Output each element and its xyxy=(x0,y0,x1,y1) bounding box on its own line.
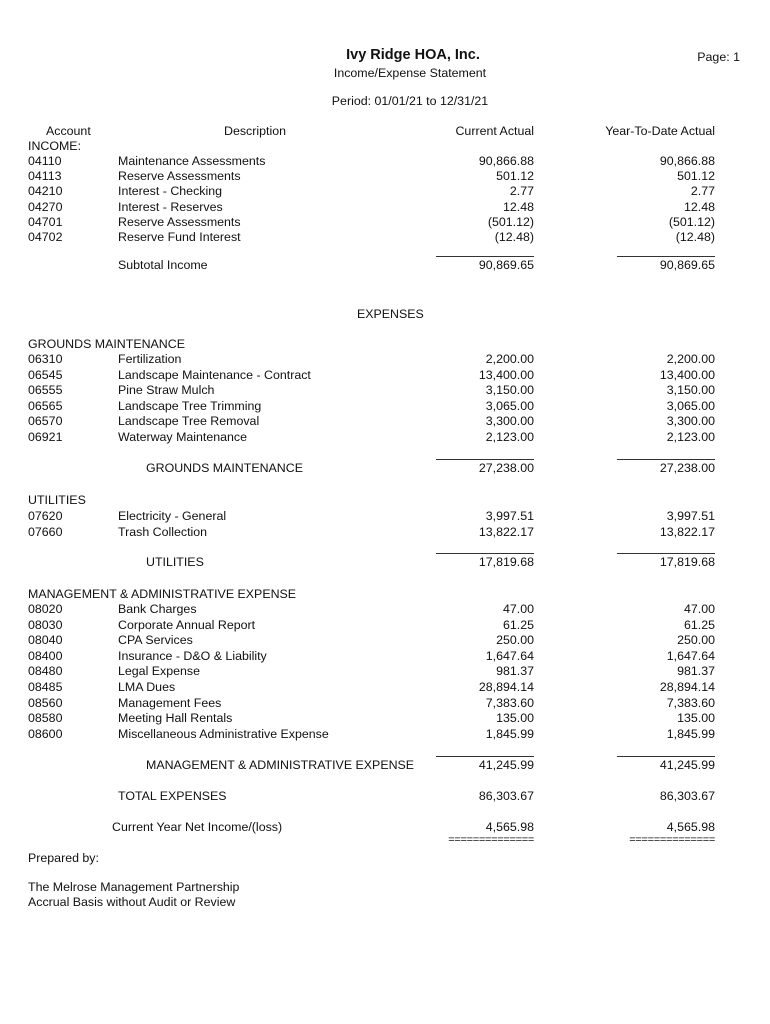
line-description: Interest - Checking xyxy=(118,184,222,199)
current-amount: 3,150.00 xyxy=(485,383,534,398)
section-label-grounds: GROUNDS MAINTENANCE xyxy=(28,337,185,351)
line-description: Electricity - General xyxy=(118,509,227,523)
line-description: CPA Services xyxy=(118,633,193,648)
line-description: Fertilization xyxy=(118,352,182,366)
account-number: 08600 xyxy=(28,726,63,741)
total-expenses-current: 86,303.67 xyxy=(478,789,534,803)
account-number: 06921 xyxy=(28,430,63,444)
account-number: 08580 xyxy=(28,711,63,726)
ytd-amount: 12.48 xyxy=(683,199,715,214)
account-number: 08560 xyxy=(28,695,63,710)
current-amount: 2,200.00 xyxy=(485,352,534,366)
section-label-utilities: UTILITIES xyxy=(28,493,86,507)
basis-note: Accrual Basis without Audit or Review xyxy=(28,895,236,909)
line-description: Miscellaneous Administrative Expense xyxy=(118,726,329,741)
ytd-amount: (12.48) xyxy=(675,230,715,244)
ytd-amount: 28,894.14 xyxy=(659,680,715,694)
current-amount: 2.77 xyxy=(509,184,534,199)
line-description: Landscape Tree Removal xyxy=(118,414,260,429)
account-number: 06570 xyxy=(28,414,63,429)
ytd-amount: 3,065.00 xyxy=(666,398,715,413)
grounds-subtotal-label: GROUNDS MAINTENANCE xyxy=(146,461,303,475)
line-description: Insurance - D&O & Liability xyxy=(118,648,267,663)
ytd-amount: 13,822.17 xyxy=(659,524,715,539)
account-number: 06565 xyxy=(28,398,63,413)
section-label-income: INCOME: xyxy=(28,139,82,153)
line-description: Corporate Annual Report xyxy=(118,617,256,632)
line-description: Bank Charges xyxy=(118,602,197,616)
net-income-current: 4,565.98 xyxy=(485,820,534,834)
company-name: Ivy Ridge HOA, Inc. xyxy=(346,47,480,63)
ytd-amount: 501.12 xyxy=(677,169,715,184)
ytd-amount: 1,647.64 xyxy=(666,648,715,663)
ytd-amount: 135.00 xyxy=(677,711,715,726)
current-amount: 501.12 xyxy=(496,169,534,184)
grounds-subtotal-ytd: 27,238.00 xyxy=(659,461,715,475)
account-number: 08030 xyxy=(28,617,63,632)
account-number: 06555 xyxy=(28,383,63,398)
subtotal-rule xyxy=(617,756,715,757)
ytd-amount: 47.00 xyxy=(683,602,715,616)
current-amount: 135.00 xyxy=(496,711,534,726)
line-description: Legal Expense xyxy=(118,664,200,679)
ytd-amount: 2,200.00 xyxy=(666,352,715,366)
column-header-account: Account xyxy=(46,124,91,138)
current-amount: (12.48) xyxy=(494,230,534,244)
section-label-admin: MANAGEMENT & ADMINISTRATIVE EXPENSE xyxy=(28,587,297,601)
line-description: Pine Straw Mulch xyxy=(118,383,215,398)
current-amount: 1,845.99 xyxy=(485,726,534,741)
ytd-amount: 90,866.88 xyxy=(659,154,715,168)
utilities-subtotal-current: 17,819.68 xyxy=(478,555,534,569)
current-amount: 47.00 xyxy=(502,602,534,616)
preparer-name: The Melrose Management Partnership xyxy=(28,880,240,894)
utilities-subtotal-label: UTILITIES xyxy=(146,555,204,569)
current-amount: 61.25 xyxy=(502,617,534,632)
current-amount: 90,866.88 xyxy=(478,154,534,168)
ytd-amount: 2.77 xyxy=(690,184,715,199)
utilities-subtotal-ytd: 17,819.68 xyxy=(659,555,715,569)
line-description: Maintenance Assessments xyxy=(118,154,266,168)
line-description: Reserve Fund Interest xyxy=(118,230,241,244)
current-amount: 7,383.60 xyxy=(485,695,534,710)
grounds-subtotal-current: 27,238.00 xyxy=(478,461,534,475)
account-number: 04113 xyxy=(28,169,62,184)
current-amount: 2,123.00 xyxy=(485,430,534,444)
account-number: 04270 xyxy=(28,199,63,214)
admin-subtotal-current: 41,245.99 xyxy=(478,758,534,772)
subtotal-rule xyxy=(436,256,534,257)
line-description: Reserve Assessments xyxy=(118,169,241,184)
account-number: 04110 xyxy=(28,154,62,168)
column-header-current: Current Actual xyxy=(455,124,534,138)
income-subtotal-label: Subtotal Income xyxy=(118,258,208,272)
ytd-amount: 7,383.60 xyxy=(666,695,715,710)
ytd-amount: 250.00 xyxy=(677,633,715,648)
ytd-amount: (501.12) xyxy=(668,214,715,229)
admin-subtotal-label: MANAGEMENT & ADMINISTRATIVE EXPENSE xyxy=(146,758,415,772)
account-number: 08400 xyxy=(28,648,63,663)
current-amount: 981.37 xyxy=(496,664,534,679)
report-title: Income/Expense Statement xyxy=(333,66,487,80)
net-income-label: Current Year Net Income/(loss) xyxy=(112,820,283,834)
line-description: Interest - Reserves xyxy=(118,199,223,214)
account-number: 08480 xyxy=(28,664,63,679)
expenses-heading: EXPENSES xyxy=(357,307,424,321)
income-subtotal-current: 90,869.65 xyxy=(478,258,534,272)
double-underline-current: ============== xyxy=(448,834,534,846)
account-number: 04702 xyxy=(28,230,63,244)
ytd-amount: 3,997.51 xyxy=(666,509,715,523)
subtotal-rule xyxy=(436,756,534,757)
subtotal-rule xyxy=(436,459,534,460)
account-number: 06545 xyxy=(28,367,63,382)
account-number: 08020 xyxy=(28,602,63,616)
current-amount: 13,822.17 xyxy=(478,524,534,539)
line-description: Landscape Tree Trimming xyxy=(118,398,262,413)
admin-subtotal-ytd: 41,245.99 xyxy=(659,758,715,772)
subtotal-rule xyxy=(436,553,534,554)
income-subtotal-ytd: 90,869.65 xyxy=(659,258,715,272)
account-number: 04701 xyxy=(28,214,63,229)
current-amount: 3,300.00 xyxy=(485,414,534,429)
total-expenses-label: TOTAL EXPENSES xyxy=(118,789,227,803)
net-income-ytd: 4,565.98 xyxy=(666,820,715,834)
report-period: Period: 01/01/21 to 12/31/21 xyxy=(331,94,489,108)
ytd-amount: 981.37 xyxy=(677,664,715,679)
account-number: 04210 xyxy=(28,184,63,199)
double-underline-ytd: ============== xyxy=(629,834,715,846)
ytd-amount: 2,123.00 xyxy=(666,430,715,444)
line-description: Waterway Maintenance xyxy=(118,430,248,444)
line-description: LMA Dues xyxy=(118,680,176,694)
current-amount: 1,647.64 xyxy=(485,648,534,663)
subtotal-rule xyxy=(617,553,715,554)
ytd-amount: 1,845.99 xyxy=(666,726,715,741)
column-header-ytd: Year-To-Date Actual xyxy=(605,124,715,138)
account-number: 08040 xyxy=(28,633,63,648)
current-amount: 250.00 xyxy=(496,633,534,648)
total-expenses-ytd: 86,303.67 xyxy=(659,789,715,803)
page-number: Page: 1 xyxy=(697,50,740,64)
current-amount: 13,400.00 xyxy=(478,367,534,382)
account-number: 06310 xyxy=(28,352,63,366)
current-amount: 12.48 xyxy=(502,199,534,214)
current-amount: (501.12) xyxy=(487,214,534,229)
line-description: Meeting Hall Rentals xyxy=(118,711,233,726)
ytd-amount: 3,150.00 xyxy=(666,383,715,398)
line-description: Reserve Assessments xyxy=(118,214,241,229)
subtotal-rule xyxy=(617,256,715,257)
account-number: 07620 xyxy=(28,509,63,523)
column-header-description: Description xyxy=(224,124,286,138)
ytd-amount: 61.25 xyxy=(683,617,715,632)
current-amount: 3,997.51 xyxy=(485,509,534,523)
ytd-amount: 13,400.00 xyxy=(659,367,715,382)
account-number: 08485 xyxy=(28,680,63,694)
line-description: Trash Collection xyxy=(118,524,208,539)
ytd-amount: 3,300.00 xyxy=(666,414,715,429)
subtotal-rule xyxy=(617,459,715,460)
prepared-by-label: Prepared by: xyxy=(28,851,99,865)
account-number: 07660 xyxy=(28,524,63,539)
line-description: Management Fees xyxy=(118,695,222,710)
line-description: Landscape Maintenance - Contract xyxy=(118,367,311,382)
current-amount: 3,065.00 xyxy=(485,398,534,413)
current-amount: 28,894.14 xyxy=(478,680,534,694)
